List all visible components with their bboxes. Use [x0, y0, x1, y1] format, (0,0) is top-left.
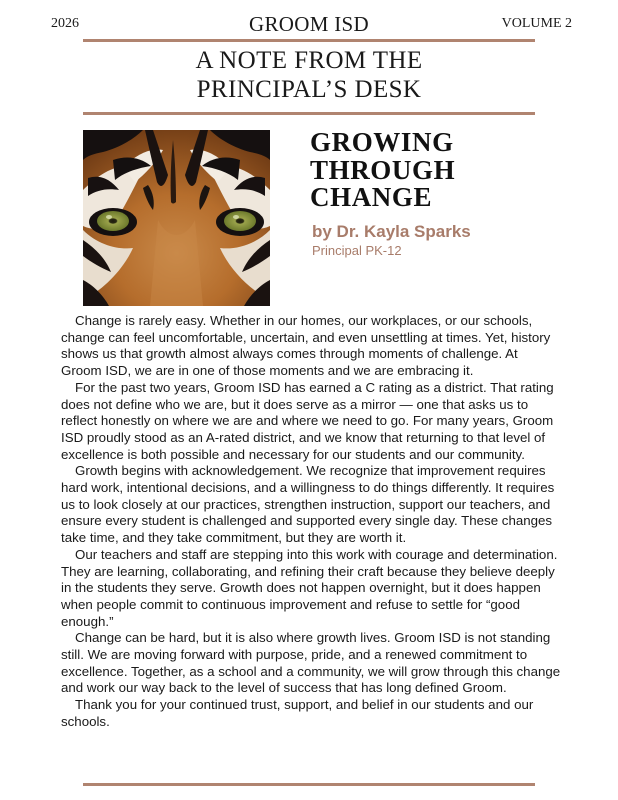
footer-divider — [83, 783, 535, 786]
headline-line-1: GROWING — [310, 127, 454, 157]
article-body — [61, 313, 561, 731]
article-paragraph: Change can be hard, but it is also where growth lives. Groom ISD is not standing still. We are moving forward with purpose, pride, and a renewed commitment to excellence. Together, as a school and a community, we will grow through this change and work our way back to the level of success that has long defined Groom. — [61, 630, 561, 696]
headline-line-2: THROUGH — [310, 154, 456, 185]
tiger-photo — [83, 130, 270, 306]
article-headline — [310, 129, 455, 212]
article-paragraph: Thank you for your continued trust, support, and belief in our students and our schools. — [61, 697, 534, 729]
article-paragraph: Our teachers and staff are stepping into this work with courage and determination. They are learning, collaborating, and refining their craft because they believe deeply in the students they serve. Growth does not happen overnight, but it does happen when people commit to continuous improvement and refuse to settle for “good enough.” — [61, 546, 558, 629]
author-role: Principal PK-12 — [312, 243, 402, 258]
article-byline: by Dr. Kayla Sparks — [312, 222, 471, 241]
page-title-line-2: PRINCIPAL’S DESK — [196, 76, 422, 103]
headline-line-3: CHANGE — [310, 182, 433, 212]
tiger-face-image — [83, 130, 270, 306]
issue-volume: VOLUME 2 — [501, 16, 572, 31]
article-paragraph: Change is rarely easy. Whether in our homes, our workplaces, or our schools, change can feel uncomfortable, uncertain, and even unsettling at times. Yet, history shows us that growth almost always comes through moments of challenge. At Groom ISD, we are in one of those moments and we are embracing it. — [61, 313, 551, 379]
district-name: GROOM ISD — [249, 12, 369, 36]
header-divider — [83, 39, 535, 42]
issue-year: 2026 — [51, 16, 79, 31]
page-title-line-1: A NOTE FROM THE — [195, 47, 423, 74]
article-paragraph: For the past two years, Groom ISD has earned a C rating as a district. That rating does not define who we are, but it does serve as a mirror — one that asks us to reflect honestly on where we are and where we need to go. For many years, Groom ISD proudly stood as an A-rated district, and we know that returning to that level of excellence is both possible and necessary for our students and our community. — [61, 379, 554, 462]
article-paragraph: Growth begins with acknowledgement. We recognize that improvement requires hard work, intentional decisions, and a willingness to do things differently. It requires us to look closely at our practices, strengthen instruction, support our teachers, and ensure every student is challenged and supported every single day. These changes take time, and they take commitment, but they are worth it. — [61, 463, 555, 546]
page-title — [0, 46, 618, 104]
title-divider — [83, 112, 535, 115]
